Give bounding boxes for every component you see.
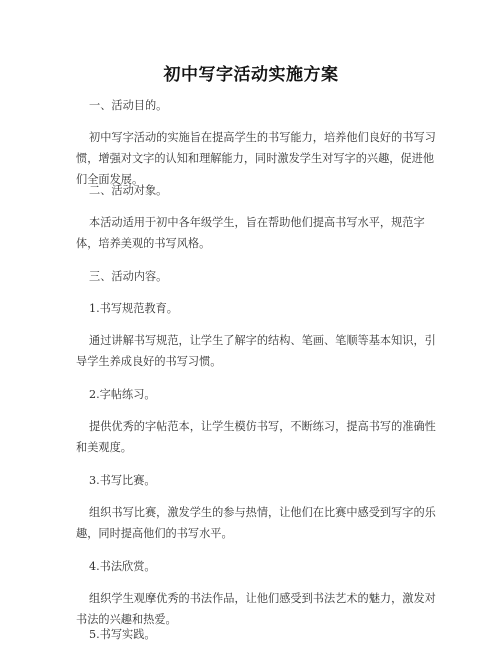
subheading-5: 5.书写实践。 xyxy=(89,628,156,641)
paragraph-3: 通过讲解书写规范，让学生了解字的结构、笔画、笔顺等基本知识，引导学生养成良好的书写习惯。 xyxy=(76,334,436,368)
subheading-2: 2.字帖练习。 xyxy=(89,388,156,401)
section-heading-3: 三、活动内容。 xyxy=(89,270,168,283)
section-heading-2: 二、活动对象。 xyxy=(89,184,168,197)
paragraph-1: 初中写字活动的实施旨在提高学生的书写能力，培养他们良好的书写习惯，增强对文字的认知和理解能力，同时激发学生对写字的兴趣，促进他们全面发展。 xyxy=(76,131,436,186)
subheading-1: 1.书写规范教育。 xyxy=(89,302,178,315)
section-heading-1: 一、活动目的。 xyxy=(89,99,168,112)
subheading-3: 3.书写比赛。 xyxy=(89,474,156,487)
document-title: 初中写字活动实施方案 xyxy=(163,65,339,85)
paragraph-6: 组织学生观摩优秀的书法作品，让他们感受到书法艺术的魅力，激发对书法的兴趣和热爱。 xyxy=(76,592,436,626)
paragraph-5: 组织书写比赛，激发学生的参与热情，让他们在比赛中感受到写字的乐趣，同时提高他们的书写水平。 xyxy=(76,506,436,540)
paragraph-4: 提供优秀的字帖范本，让学生模仿书写，不断练习，提高书写的准确性和美观度。 xyxy=(76,420,436,454)
subheading-4: 4.书法欣赏。 xyxy=(89,560,156,573)
paragraph-2: 本活动适用于初中各年级学生，旨在帮助他们提高书写水平，规范字体，培养美观的书写风格。 xyxy=(76,216,425,250)
